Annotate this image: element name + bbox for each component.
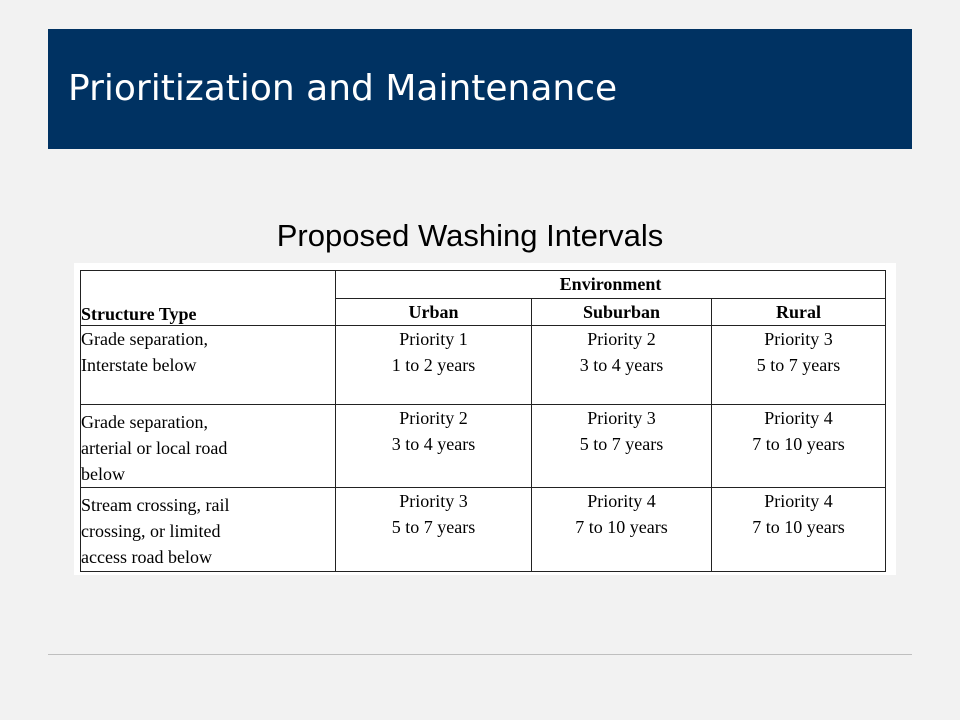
interval-cell [532,405,712,488]
table-row [81,405,886,488]
title-bar [48,29,912,149]
interval-cell [712,488,886,572]
structure-line: Interstate below [81,355,197,375]
slide-title: Prioritization and Maintenance [68,68,618,109]
structure-line: Stream crossing, rail [81,495,230,515]
priority-label: Priority 3 [399,491,468,511]
structure-line: access road below [81,547,212,567]
structure-line: arterial or local road [81,438,228,458]
structure-type-cell [81,326,336,405]
interval-label: 7 to 10 years [752,517,845,537]
table-row [81,488,886,572]
structure-line: below [81,464,125,484]
table-caption: Proposed Washing Intervals [276,218,664,253]
interval-cell [532,326,712,405]
footer-divider [48,654,912,655]
interval-cell [336,405,532,488]
priority-label: Priority 2 [399,408,468,428]
interval-cell [336,488,532,572]
table-row [81,326,886,405]
structure-type-cell [81,488,336,572]
environment-header: Environment [336,271,886,299]
column-header-urban: Urban [336,299,532,326]
interval-label: 7 to 10 years [752,434,845,454]
priority-label: Priority 4 [764,408,833,428]
interval-label: 7 to 10 years [575,517,668,537]
priority-label: Priority 2 [587,329,656,349]
interval-label: 3 to 4 years [391,434,476,454]
column-header-suburban: Suburban [532,299,712,326]
interval-cell [336,326,532,405]
column-header-rural: Rural [712,299,886,326]
priority-label: Priority 1 [399,329,468,349]
interval-label: 5 to 7 years [756,355,841,375]
priority-label: Priority 3 [764,329,833,349]
interval-label: 1 to 2 years [391,355,476,375]
interval-label: 5 to 7 years [579,434,664,454]
interval-cell [712,326,886,405]
priority-label: Priority 4 [587,491,656,511]
interval-label: 3 to 4 years [579,355,664,375]
header-row-group [81,271,886,299]
structure-type-cell [81,405,336,488]
interval-cell [532,488,712,572]
interval-label: 5 to 7 years [391,517,476,537]
interval-cell [712,405,886,488]
table-image-frame [74,263,896,575]
priority-label: Priority 4 [764,491,833,511]
washing-intervals-table [80,270,886,572]
structure-line: Grade separation, [81,412,208,432]
structure-type-header: Structure Type [81,271,336,326]
structure-line: crossing, or limited [81,521,221,541]
structure-line: Grade separation, [81,329,208,349]
priority-label: Priority 3 [587,408,656,428]
